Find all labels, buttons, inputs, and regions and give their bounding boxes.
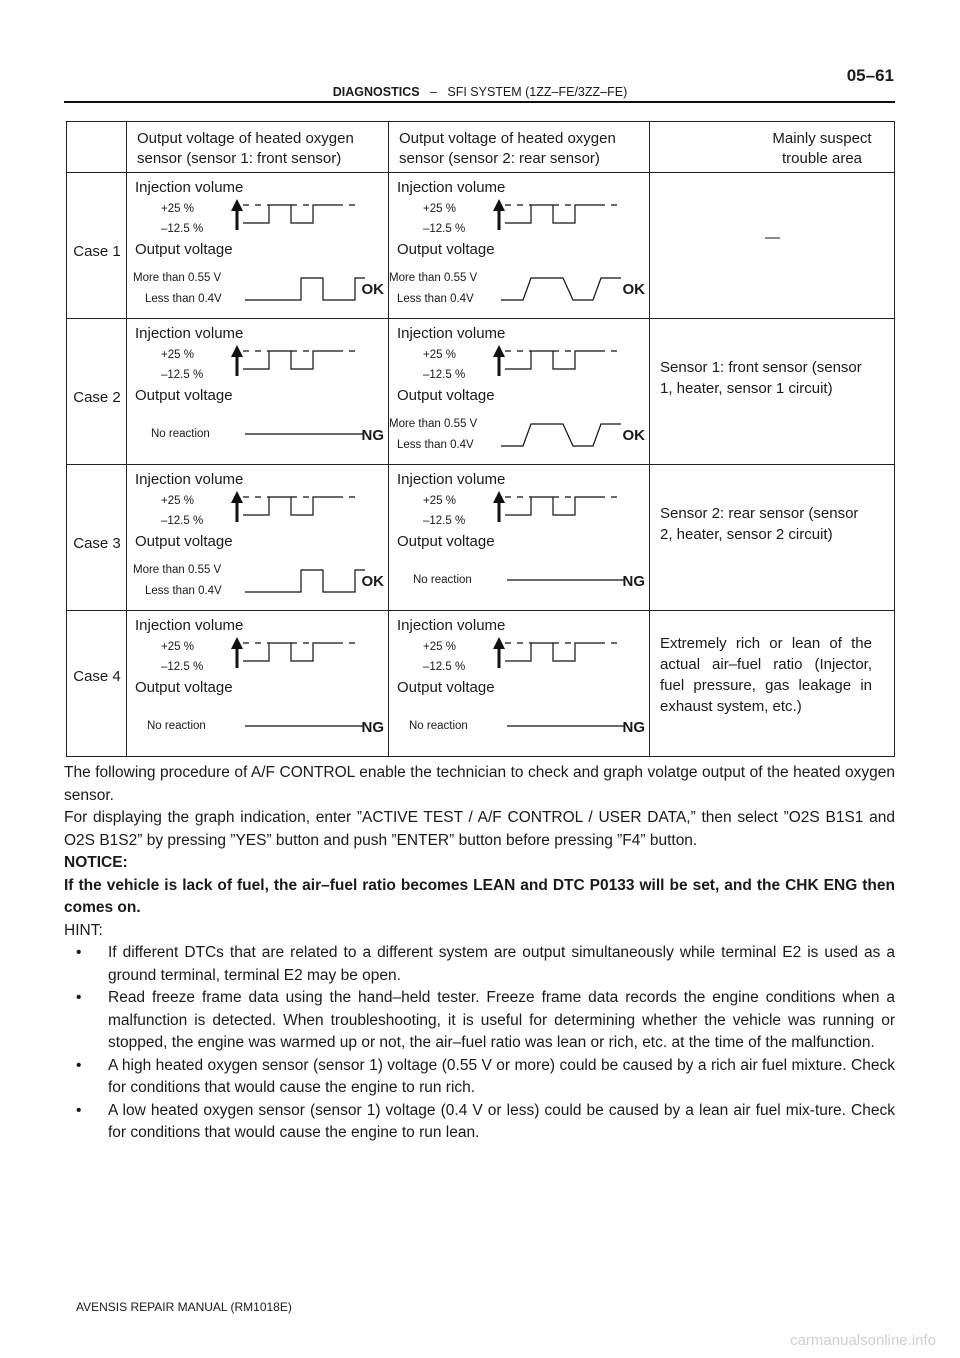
plus-percent-label: +25 % [161, 641, 194, 653]
sensor1-cell [127, 465, 389, 611]
table-row [67, 611, 895, 757]
result-label: NG [361, 719, 384, 736]
result-label: OK [622, 281, 645, 298]
table-row [67, 319, 895, 465]
injection-volume-label: Injection volume [397, 617, 506, 634]
header-cell-trouble: Mainly suspect trouble area [650, 122, 895, 173]
minus-percent-label: –12.5 % [423, 515, 466, 527]
injection-wave [229, 637, 369, 671]
less-than-label: Less than 0.4V [397, 439, 474, 451]
list-item: • If different DTCs that are related to a different system are output simultaneously while terminal E2 is used as a ground terminal, terminal E2 may be open. [76, 944, 895, 984]
injection-wave [491, 345, 631, 379]
notice-text: If the vehicle is lack of fuel, the air–fuel ratio becomes LEAN and DTC P0133 will be set, and the CHK ENG then comes on. [64, 876, 895, 916]
output-wave [507, 566, 627, 592]
page-number: 05–61 [846, 66, 894, 85]
minus-percent-label: –12.5 % [161, 661, 204, 673]
injection-volume-label: Injection volume [397, 325, 506, 342]
paragraph-display: For displaying the graph indication, enter ”ACTIVE TEST / A/F CONTROL / USER DATA,” then select ”O2S B1S1 and O2S B1S2” by pressing ”YES” button and push ”ENTER” button before pressing ”F4” button. [64, 809, 895, 849]
table-row [67, 173, 895, 319]
trouble-area-text: Extremely rich or lean of the actual air–fuel ratio (Injector, fuel pressure, gas leakage in exhaust system, etc.) [660, 635, 872, 715]
trouble-area-cell [650, 611, 895, 757]
case-label: Case 4 [73, 668, 121, 685]
output-voltage-label: Output voltage [135, 241, 233, 258]
bullet-icon: • [76, 1101, 82, 1119]
header-cell-blank [67, 122, 127, 173]
plus-percent-label: +25 % [423, 641, 456, 653]
sensor2-cell [389, 611, 650, 757]
output-wave [507, 712, 627, 738]
case-label: Case 3 [73, 535, 121, 552]
trouble-area-text: Sensor 2: rear sensor (sensor 2, heater, sensor 2 circuit) [660, 505, 859, 543]
output-voltage-label: Output voltage [135, 533, 233, 550]
plus-percent-label: +25 % [423, 349, 456, 361]
footer-manual-id: AVENSIS REPAIR MANUAL (RM1018E) [76, 1300, 292, 1314]
table-header-row [67, 122, 895, 173]
injection-volume-label: Injection volume [135, 179, 244, 196]
output-voltage-label: Output voltage [135, 387, 233, 404]
paragraph-intro: The following procedure of A/F CONTROL enable the technician to check and graph volatge output of the heated oxygen sensor. [64, 764, 895, 804]
plus-percent-label: +25 % [423, 203, 456, 215]
list-item: • A low heated oxygen sensor (sensor 1) voltage (0.4 V or less) could be caused by a lean air fuel mix-ture. Check for conditions that would cause the engine to run lean. [76, 1101, 895, 1141]
minus-percent-label: –12.5 % [161, 369, 204, 381]
sensor1-cell [127, 611, 389, 757]
diagnostic-table [66, 121, 895, 757]
injection-volume-label: Injection volume [135, 325, 244, 342]
no-reaction-label: No reaction [413, 574, 472, 586]
less-than-label: Less than 0.4V [145, 585, 222, 597]
plus-percent-label: +25 % [161, 203, 194, 215]
output-wave [245, 420, 365, 446]
header-separator: – [429, 85, 437, 99]
result-label: OK [622, 427, 645, 444]
injection-volume-label: Injection volume [135, 617, 244, 634]
output-voltage-label: Output voltage [135, 679, 233, 696]
minus-percent-label: –12.5 % [423, 223, 466, 235]
injection-volume-label: Injection volume [397, 179, 506, 196]
more-than-label: More than 0.55 V [389, 272, 478, 284]
watermark: carmanualsonline.info [790, 1332, 936, 1349]
subsection-title: SFI SYSTEM (1ZZ–FE/3ZZ–FE) [447, 85, 628, 99]
trouble-area-text: Sensor 1: front sensor (sensor 1, heater, sensor 1 circuit) [660, 359, 862, 397]
result-label: NG [622, 719, 645, 736]
output-wave [501, 276, 621, 302]
list-item: • A high heated oxygen sensor (sensor 1) voltage (0.55 V or more) could be caused by a rich air fuel mixture. Check for conditions that would cause the engine to run rich. [76, 1056, 895, 1096]
no-reaction-label: No reaction [147, 720, 206, 732]
header-cell-sensor1: Output voltage of heated oxygen sensor (sensor 1: front sensor) [127, 122, 389, 173]
output-voltage-label: Output voltage [397, 387, 495, 404]
hint-label: HINT: [64, 921, 103, 939]
result-label: OK [361, 281, 384, 298]
injection-wave [491, 491, 631, 525]
injection-volume-label: Injection volume [135, 471, 244, 488]
result-label: NG [361, 427, 384, 444]
output-voltage-label: Output voltage [397, 533, 495, 550]
trouble-area-cell [650, 319, 895, 465]
sensor2-cell [389, 465, 650, 611]
sensor1-cell [127, 319, 389, 465]
result-label: OK [361, 573, 384, 590]
injection-wave [491, 199, 631, 233]
plus-percent-label: +25 % [161, 495, 194, 507]
body-text [64, 762, 895, 1145]
plus-percent-label: +25 % [161, 349, 194, 361]
case-label: Case 1 [73, 243, 121, 260]
output-voltage-label: Output voltage [397, 679, 495, 696]
trouble-area-cell [650, 465, 895, 611]
notice-label: NOTICE: [64, 854, 128, 871]
trouble-area-cell [650, 173, 895, 319]
sensor1-cell [127, 173, 389, 319]
minus-percent-label: –12.5 % [423, 661, 466, 673]
injection-wave [229, 345, 369, 379]
section-title: DIAGNOSTICS [332, 85, 420, 99]
injection-wave [229, 199, 369, 233]
case-label-cell [67, 319, 127, 465]
minus-percent-label: –12.5 % [161, 515, 204, 527]
injection-wave [491, 637, 631, 671]
table-row [67, 465, 895, 611]
more-than-label: More than 0.55 V [133, 564, 222, 576]
result-label: NG [622, 573, 645, 590]
output-wave [501, 422, 621, 448]
minus-percent-label: –12.5 % [423, 369, 466, 381]
injection-wave [229, 491, 369, 525]
more-than-label: More than 0.55 V [389, 418, 478, 430]
trouble-area-text: — [765, 229, 780, 246]
output-voltage-label: Output voltage [397, 241, 495, 258]
case-label-cell [67, 173, 127, 319]
more-than-label: More than 0.55 V [133, 272, 222, 284]
no-reaction-label: No reaction [151, 428, 210, 440]
minus-percent-label: –12.5 % [161, 223, 204, 235]
plus-percent-label: +25 % [423, 495, 456, 507]
running-header [0, 85, 960, 99]
list-item: • Read freeze frame data using the hand–held tester. Freeze frame data records the engine conditions when a malfunction is detected. When troubleshooting, it is useful for determining whether the vehicle was running or stopped, the engine was warmed up or not, the air–fuel ratio was lean or rich, etc. at the time of the malfunction. [76, 989, 895, 1051]
header-cell-sensor2: Output voltage of heated oxygen sensor (sensor 2: rear sensor) [389, 122, 650, 173]
sensor2-cell [389, 173, 650, 319]
case-label: Case 2 [73, 389, 121, 406]
case-label-cell [67, 465, 127, 611]
header-rule [64, 101, 895, 103]
output-wave [245, 712, 365, 738]
bullet-icon: • [76, 944, 82, 961]
injection-volume-label: Injection volume [397, 471, 506, 488]
case-label-cell [67, 611, 127, 757]
output-wave [245, 568, 365, 594]
less-than-label: Less than 0.4V [145, 293, 222, 305]
bullet-icon: • [76, 989, 82, 1006]
no-reaction-label: No reaction [409, 720, 468, 732]
bullet-icon: • [76, 1056, 82, 1074]
sensor2-cell [389, 319, 650, 465]
less-than-label: Less than 0.4V [397, 293, 474, 305]
output-wave [245, 276, 365, 302]
